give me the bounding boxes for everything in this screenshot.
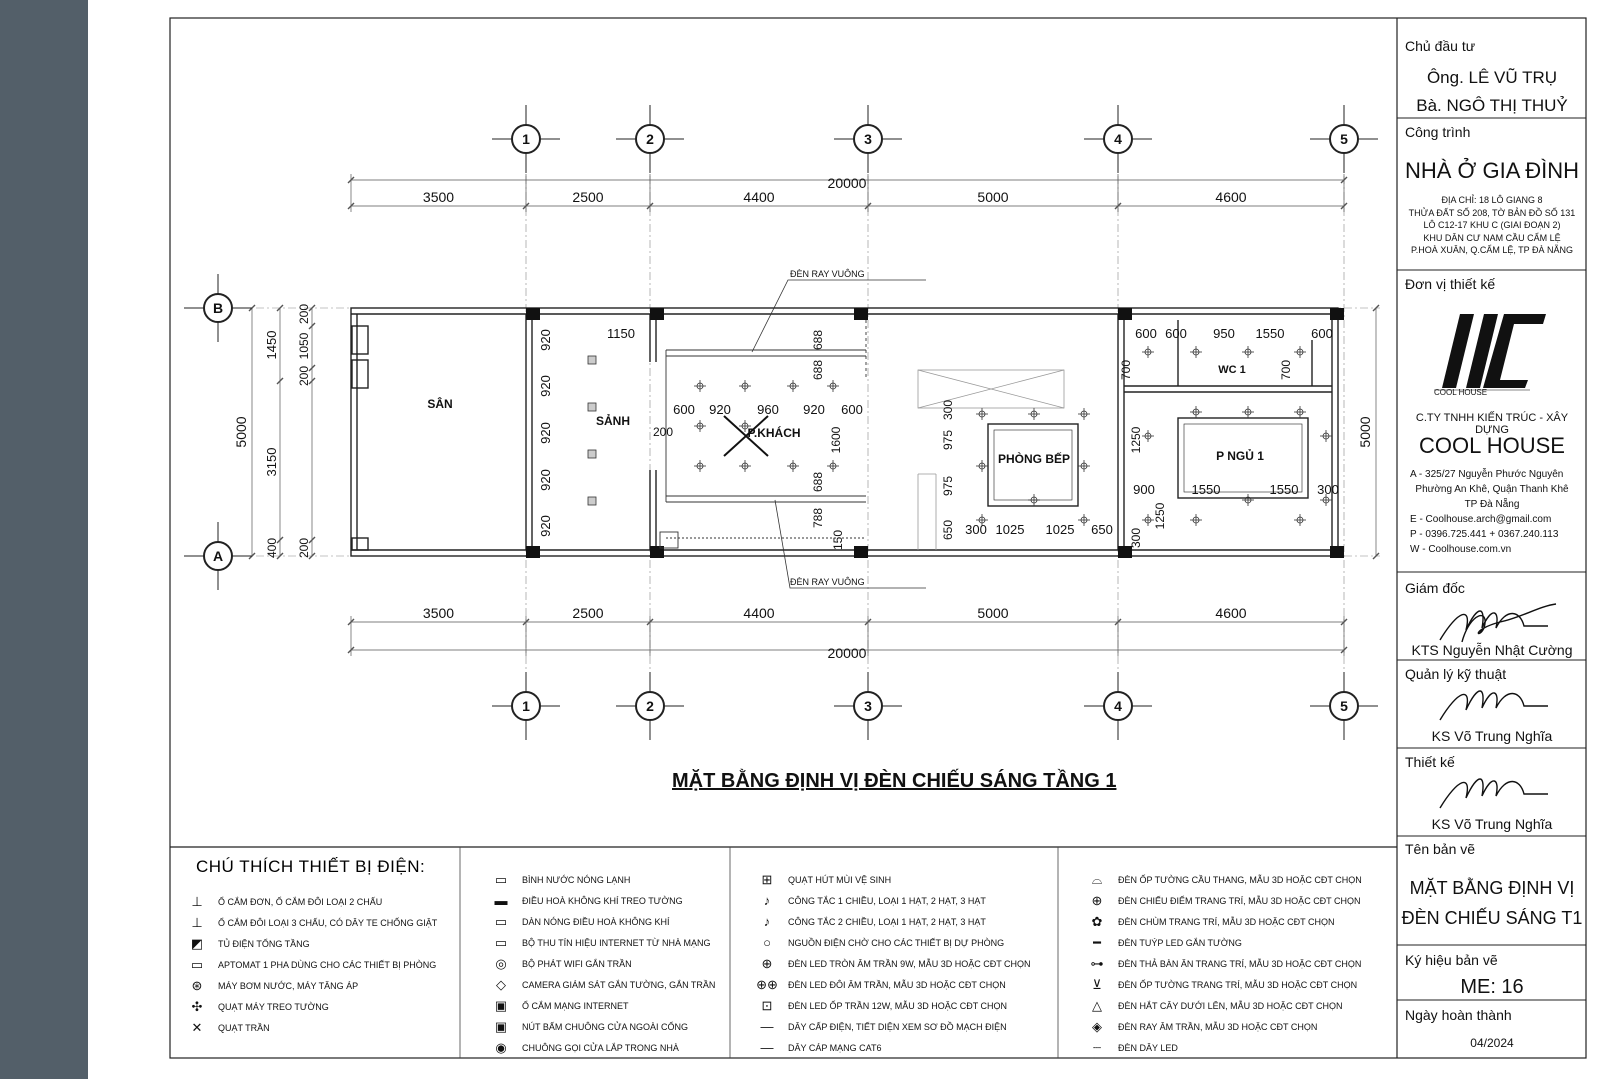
dim-label: 920 bbox=[538, 375, 553, 397]
ceiling-spot-light bbox=[1190, 346, 1202, 358]
legend-symbol-icon: ✣ bbox=[191, 999, 203, 1014]
span-dimension: 4600 bbox=[1215, 189, 1247, 205]
company-name: COOL HOUSE bbox=[1419, 433, 1565, 458]
dim-label: 688 bbox=[811, 329, 825, 351]
grid-label: 4 bbox=[1114, 131, 1122, 147]
dim-label: 600 bbox=[1135, 326, 1157, 341]
legend-item: ĐÈN LED ĐÔI ÂM TRẦN, MẪU 3D HOẶC CĐT CHỌN bbox=[788, 980, 1006, 990]
grid-label: 2 bbox=[646, 131, 654, 147]
ceiling-spot-light bbox=[1028, 494, 1040, 506]
legend-item: BỘ THU TÍN HIỆU INTERNET TỪ NHÀ MẠNG bbox=[522, 938, 711, 948]
ceiling-spot-light bbox=[787, 380, 799, 392]
legend-symbol-icon: ▭ bbox=[494, 914, 508, 929]
legend-symbol-icon: ◈ bbox=[1092, 1019, 1102, 1034]
legend-symbol-icon: ♪ bbox=[763, 893, 771, 908]
grid-bubble-2 bbox=[616, 672, 684, 740]
legend-symbol-icon: ▭ bbox=[494, 872, 508, 887]
ceiling-spot-light bbox=[976, 460, 988, 472]
span-dimension: 1450 bbox=[264, 330, 279, 360]
dim-label: 1050 bbox=[297, 332, 311, 360]
legend-symbol-icon: ▭ bbox=[190, 957, 204, 972]
legend-symbol-icon: ◇ bbox=[496, 977, 506, 992]
dim-label: 200 bbox=[652, 425, 674, 439]
dim-label: 960 bbox=[757, 402, 779, 417]
logo-text: COOL HOUSE bbox=[1434, 388, 1488, 397]
project-address-line: KHU DÂN CƯ NAM CẦU CẨM LỆ bbox=[1423, 232, 1561, 243]
investor-label: Chủ đầu tư bbox=[1405, 38, 1476, 54]
structural-columns bbox=[526, 308, 1344, 558]
legend-item: QUẠT TRẦN bbox=[218, 1023, 270, 1033]
ceiling-spot-light bbox=[976, 408, 988, 420]
legend-title: CHÚ THÍCH THIẾT BỊ ĐIỆN: bbox=[196, 857, 426, 876]
project-address-line: P.HOÀ XUÂN, Q.CẨM LỆ, TP ĐÀ NẴNG bbox=[1410, 245, 1574, 255]
dim-label: 200 bbox=[297, 303, 311, 325]
grid-label: 2 bbox=[646, 698, 654, 714]
legend-item: ĐÈN LED ỐP TRẦN 12W, MẪU 3D HOẶC CĐT CHỌN bbox=[788, 1001, 1008, 1011]
legend-symbol-icon: ⊞ bbox=[761, 872, 773, 887]
room-label: P.KHÁCH bbox=[747, 426, 801, 440]
legend-symbol-icon: ✕ bbox=[191, 1020, 203, 1035]
dim-label: 200 bbox=[297, 537, 311, 559]
tech-label: Quản lý kỹ thuật bbox=[1405, 666, 1507, 682]
director-name: KTS Nguyễn Nhật Cường bbox=[1411, 642, 1573, 658]
legend-symbol-icon: ⊛ bbox=[191, 978, 203, 993]
project-label: Công trình bbox=[1405, 124, 1471, 140]
grid-bubble-5 bbox=[1310, 105, 1378, 173]
span-dimension: 2500 bbox=[572, 605, 604, 621]
ceiling-spot-light bbox=[739, 460, 751, 472]
legend-item: CAMERA GIÁM SÁT GẮN TƯỜNG, GẮN TRẦN bbox=[522, 980, 716, 990]
dim-label: 788 bbox=[811, 507, 825, 529]
legend-symbol-icon: — bbox=[760, 1019, 774, 1034]
ceiling-spot-light bbox=[694, 380, 706, 392]
legend-item: DÂY CẤP ĐIỆN, TIẾT DIỆN XEM SƠ ĐỒ MẠCH ĐIỆN bbox=[788, 1022, 1007, 1032]
grid-label: 1 bbox=[522, 698, 530, 714]
dim-label: 900 bbox=[1133, 482, 1155, 497]
legend-item: Ổ CẮM ĐÔI LOẠI 3 CHẤU, CÓ DÂY TE CHỐNG GIẬT bbox=[218, 918, 438, 928]
ceiling-spot-light bbox=[1142, 346, 1154, 358]
span-dimension: 3500 bbox=[422, 605, 455, 621]
design-label: Thiết kế bbox=[1405, 754, 1455, 770]
legend-item: ĐÈN ỐP TƯỜNG TRANG TRÍ, MẪU 3D HOẶC CĐT CHỌN bbox=[1118, 980, 1358, 990]
grid-bubble-4 bbox=[1084, 105, 1152, 173]
callout-label: ĐÈN RAY VUÔNG bbox=[790, 577, 865, 587]
dim-label: 688 bbox=[811, 359, 825, 381]
sheet-name-label: Tên bản vẽ bbox=[1405, 841, 1476, 857]
dim-label: 1600 bbox=[829, 426, 843, 454]
grid-label: 4 bbox=[1114, 698, 1122, 714]
dim-label: 920 bbox=[538, 469, 553, 491]
drawing-sheet bbox=[88, 0, 1600, 1079]
dim-label: 300 bbox=[1129, 527, 1143, 549]
span-dimension: 5000 bbox=[977, 189, 1009, 205]
ceiling-spot-light bbox=[787, 460, 799, 472]
span-dimension: 4400 bbox=[743, 189, 775, 205]
legend-symbol-icon: ⊕ bbox=[1091, 893, 1103, 908]
ceiling-spot-light bbox=[1078, 514, 1090, 526]
legend-symbol-icon: ▣ bbox=[494, 998, 508, 1013]
dim-label: 650 bbox=[941, 519, 955, 541]
dim-label: 300 bbox=[965, 522, 987, 537]
dim-label: 600 bbox=[841, 402, 863, 417]
sheet-code: ME: 16 bbox=[1460, 976, 1524, 998]
legend-symbol-icon: ▬ bbox=[494, 893, 508, 908]
dim-label: 1550 bbox=[1191, 482, 1221, 497]
grid-bubble-3 bbox=[834, 672, 902, 740]
grid-label: 5 bbox=[1340, 131, 1348, 147]
legend-item: ĐÈN ỐP TƯỜNG CẦU THANG, MẪU 3D HOẶC CĐT CHỌN bbox=[1118, 875, 1362, 885]
dim-label: 920 bbox=[538, 515, 553, 537]
legend-item: ĐÈN RAY ÂM TRẦN, MẪU 3D HOẶC CĐT CHỌN bbox=[1118, 1022, 1318, 1032]
dim-label: 975 bbox=[941, 429, 955, 451]
dim-label: 600 bbox=[1311, 326, 1333, 341]
legend-symbol-icon: ○ bbox=[763, 935, 771, 950]
project-address-line: LÔ C12-17 KHU C (GIAI ĐOẠN 2) bbox=[1423, 220, 1561, 230]
legend-item: BÌNH NƯỚC NÓNG LẠNH bbox=[522, 875, 631, 885]
span-dimension: 3150 bbox=[264, 447, 279, 477]
dim-label: 650 bbox=[1091, 522, 1113, 537]
ceiling-spot-light bbox=[1294, 514, 1306, 526]
company-line: C.TY TNHH KIẾN TRÚC - XÂY DỰNG bbox=[1415, 412, 1569, 436]
total-dimension: 5000 bbox=[1357, 416, 1373, 448]
legend-symbol-icon: ⊕ bbox=[761, 956, 773, 971]
investor-name: Ông. LÊ VŨ TRỤ bbox=[1426, 68, 1558, 87]
span-dimension: 400 bbox=[265, 537, 279, 559]
drawing-title: MẶT BẰNG ĐỊNH VỊ ĐÈN CHIẾU SÁNG TẦNG 1 bbox=[672, 770, 1117, 792]
completion-date: 04/2024 bbox=[1470, 1036, 1514, 1050]
ceiling-spot-light bbox=[827, 380, 839, 392]
dim-label: 1250 bbox=[1129, 426, 1143, 454]
legend-item: NÚT BẤM CHUÔNG CỬA NGOÀI CỔNG bbox=[522, 1022, 689, 1032]
legend-symbol-icon: ⊡ bbox=[761, 998, 773, 1013]
dim-label: 300 bbox=[1317, 482, 1339, 497]
room-label: P NGỦ 1 bbox=[1216, 449, 1264, 463]
grid-bubble-4 bbox=[1084, 672, 1152, 740]
total-dimension: 20000 bbox=[827, 645, 867, 661]
total-dimension: 20000 bbox=[827, 175, 867, 191]
room-label: SẢNH bbox=[595, 414, 631, 428]
legend-symbol-icon: ⊕⊕ bbox=[756, 977, 778, 992]
legend-item: TỦ ĐIỆN TỔNG TẦNG bbox=[218, 939, 310, 949]
ceiling-spot-light bbox=[1242, 494, 1254, 506]
dim-label: 920 bbox=[538, 422, 553, 444]
ceiling-spot-light bbox=[694, 420, 706, 432]
design-name: KS Võ Trung Nghĩa bbox=[1431, 816, 1553, 832]
legend-symbol-icon: ✿ bbox=[1091, 914, 1103, 929]
designer-label: Đơn vị thiết kế bbox=[1405, 276, 1496, 292]
ceiling-spot-light bbox=[1242, 406, 1254, 418]
legend-item: ĐÈN TUÝP LED GẮN TƯỜNG bbox=[1118, 938, 1242, 948]
dim-label: 688 bbox=[811, 471, 825, 493]
dim-label: 920 bbox=[709, 402, 731, 417]
grid-label: 3 bbox=[864, 698, 872, 714]
ceiling-spot-light bbox=[1190, 406, 1202, 418]
ceiling-spot-light bbox=[694, 460, 706, 472]
legend-item: CÔNG TẮC 2 CHIỀU, LOẠI 1 HẠT, 2 HẠT, 3 HẠT bbox=[788, 917, 986, 927]
director-label: Giám đốc bbox=[1405, 580, 1465, 596]
legend-symbol-icon: ◎ bbox=[495, 956, 507, 971]
dim-label: 700 bbox=[1279, 359, 1293, 381]
ceiling-spot-light bbox=[1142, 430, 1154, 442]
dim-label: 1025 bbox=[1045, 522, 1075, 537]
span-dimension: 4600 bbox=[1215, 605, 1247, 621]
dim-label: 950 bbox=[1213, 326, 1235, 341]
legend-item: ĐÈN CHÙM TRANG TRÍ, MẪU 3D HOẶC CĐT CHỌN bbox=[1118, 917, 1335, 927]
company-contact-line: P - 0396.725.441 + 0367.240.113 bbox=[1410, 529, 1559, 540]
span-dimension: 3500 bbox=[422, 189, 455, 205]
ceiling-spot-light bbox=[1320, 430, 1332, 442]
dim-label: 700 bbox=[1119, 359, 1133, 381]
ceiling-spot-light bbox=[1242, 346, 1254, 358]
legend-item: CÔNG TẮC 1 CHIỀU, LOẠI 1 HẠT, 2 HẠT, 3 HẠT bbox=[788, 896, 986, 906]
callout-label: ĐÈN RAY VUÔNG bbox=[790, 269, 865, 279]
sheet-name: MẶT BẰNG ĐỊNH VỊ bbox=[1409, 878, 1575, 898]
ceiling-spot-light bbox=[1028, 408, 1040, 420]
legend-item: QUẠT HÚT MÙI VỆ SINH bbox=[788, 875, 892, 885]
grid-label: A bbox=[212, 548, 224, 564]
dim-label: 1550 bbox=[1255, 326, 1285, 341]
ceiling-spot-light bbox=[1190, 514, 1202, 526]
grid-bubble-3 bbox=[834, 105, 902, 173]
building-walls bbox=[351, 308, 1338, 556]
ceiling-spot-light bbox=[1294, 406, 1306, 418]
date-label: Ngày hoàn thành bbox=[1405, 1007, 1512, 1023]
grid-bubble-1 bbox=[492, 672, 560, 740]
legend-symbol-icon: ▣ bbox=[494, 1019, 508, 1034]
legend-item: BỘ PHÁT WIFI GẮN TRẦN bbox=[522, 959, 632, 969]
legend-item: ĐÈN CHIẾU ĐIỂM TRANG TRÍ, MẪU 3D HOẶC CĐT CHỌN bbox=[1118, 896, 1361, 906]
dim-label: 920 bbox=[538, 329, 553, 351]
dim-label: 1150 bbox=[607, 326, 635, 341]
legend-item: NGUỒN ĐIỆN CHỜ CHO CÁC THIẾT BỊ DỰ PHÒNG bbox=[788, 938, 1005, 948]
project-address-line: ĐỊA CHỈ: 18 LÔ GIANG 8 bbox=[1441, 195, 1543, 205]
legend-item: ĐÈN THẢ BÀN ĂN TRANG TRÍ, MẪU 3D HOẶC CĐT CHỌN bbox=[1118, 959, 1362, 969]
legend-symbol-icon: — bbox=[760, 1040, 774, 1055]
investor-name: Bà. NGÔ THỊ THUỶ bbox=[1416, 96, 1568, 115]
legend-item: DÂY CÁP MẠNG CAT6 bbox=[788, 1043, 882, 1053]
dim-label: 600 bbox=[673, 402, 695, 417]
grid-label: B bbox=[212, 300, 224, 316]
legend-symbol-icon: ◩ bbox=[190, 936, 204, 951]
grid-bubble-2 bbox=[616, 105, 684, 173]
room-label: WC 1 bbox=[1218, 364, 1246, 376]
company-contact-line: E - Coolhouse.arch@gmail.com bbox=[1410, 514, 1552, 525]
grid-label: 5 bbox=[1340, 698, 1348, 714]
legend-symbol-icon: ⊥ bbox=[191, 894, 203, 909]
dim-label: 920 bbox=[803, 402, 825, 417]
room-label: PHÒNG BẾP bbox=[997, 452, 1071, 466]
company-contact-line: TP Đà Nẵng bbox=[1464, 499, 1520, 510]
dim-label: 150 bbox=[831, 529, 845, 551]
total-dimension: 5000 bbox=[233, 416, 249, 448]
legend-item: ĐÈN LED TRÒN ÂM TRẦN 9W, MẪU 3D HOẶC CĐT CHỌN bbox=[788, 959, 1031, 969]
legend-symbol-icon: ♪ bbox=[763, 914, 771, 929]
legend-item: DÀN NÓNG ĐIỀU HOÀ KHÔNG KHÍ bbox=[522, 917, 670, 927]
legend-symbol-icon: ⊻ bbox=[1092, 977, 1102, 992]
grid-label: 3 bbox=[864, 131, 872, 147]
legend-symbol-icon: △ bbox=[1092, 998, 1102, 1013]
legend-symbol-icon: ━ bbox=[1093, 935, 1101, 950]
grid-bubble-5 bbox=[1310, 672, 1378, 740]
legend-item: Ổ CẮM MẠNG INTERNET bbox=[522, 1001, 629, 1011]
dim-label: 200 bbox=[297, 365, 311, 387]
legend-symbol-icon: ▭ bbox=[494, 935, 508, 950]
ceiling-spot-light bbox=[1294, 346, 1306, 358]
legend-symbol-icon: ⌓ bbox=[1091, 872, 1103, 887]
company-contact-line: Phường An Khê, Quận Thanh Khê bbox=[1415, 484, 1569, 495]
dim-label: 1550 bbox=[1269, 482, 1299, 497]
span-dimension: 2500 bbox=[572, 189, 604, 205]
ceiling-spot-light bbox=[739, 380, 751, 392]
ceiling-spot-light bbox=[1078, 408, 1090, 420]
signatures bbox=[1440, 604, 1556, 808]
dim-label: 975 bbox=[941, 475, 955, 497]
legend-item: CHUÔNG GỌI CỬA LẮP TRONG NHÀ bbox=[522, 1043, 679, 1053]
dim-label: 600 bbox=[1165, 326, 1187, 341]
grid-label: 1 bbox=[522, 131, 530, 147]
sheet-name: ĐÈN CHIẾU SÁNG T1 bbox=[1401, 908, 1583, 928]
legend-item: MÁY BƠM NƯỚC, MÁY TĂNG ÁP bbox=[218, 981, 359, 991]
legend-symbol-icon: ◉ bbox=[495, 1040, 507, 1055]
grid-bubble-B bbox=[184, 274, 252, 342]
dim-label: 1250 bbox=[1153, 502, 1167, 530]
company-contact-line: A - 325/27 Nguyễn Phước Nguyên bbox=[1410, 469, 1564, 480]
project-address-line: THỬA ĐẤT SỐ 208, TỜ BẢN ĐỒ SỐ 131 bbox=[1408, 207, 1576, 218]
tech-name: KS Võ Trung Nghĩa bbox=[1431, 728, 1553, 744]
span-dimension: 4400 bbox=[743, 605, 775, 621]
hall-light-boxes bbox=[588, 356, 596, 505]
room-label: SÂN bbox=[427, 397, 453, 411]
ceiling-spot-light bbox=[827, 460, 839, 472]
dim-label: 1025 bbox=[995, 522, 1025, 537]
dim-label: 300 bbox=[941, 399, 955, 421]
legend-item: APTOMAT 1 PHA DÙNG CHO CÁC THIẾT BỊ PHÒNG bbox=[218, 960, 437, 970]
project-name: NHÀ Ở GIA ĐÌNH bbox=[1404, 158, 1580, 183]
grid-bubble-A bbox=[184, 522, 252, 590]
legend-item: ĐÈN DÂY LED bbox=[1118, 1043, 1178, 1053]
span-dimension: 5000 bbox=[977, 605, 1009, 621]
grid-bubble-1 bbox=[492, 105, 560, 173]
legend-item: Ổ CẮM ĐƠN, Ổ CẮM ĐÔI LOẠI 2 CHẤU bbox=[218, 897, 383, 907]
legend-symbol-icon: ⊶ bbox=[1090, 956, 1104, 971]
legend-symbol-icon: ┈ bbox=[1093, 1040, 1101, 1055]
cool-house-logo bbox=[1442, 314, 1546, 388]
legend-item: QUẠT MÁY TREO TƯỜNG bbox=[218, 1002, 329, 1012]
company-contact-line: W - Coolhouse.com.vn bbox=[1410, 544, 1512, 555]
legend-item: ĐÈN HẮT CÂY DƯỚI LÊN, MẪU 3D HOẶC CĐT CHỌN bbox=[1118, 1001, 1343, 1011]
legend-symbol-icon: ⊥ bbox=[191, 915, 203, 930]
legend-item: ĐIỀU HOÀ KHÔNG KHÍ TREO TƯỜNG bbox=[522, 896, 683, 906]
sheet-code-label: Ký hiệu bản vẽ bbox=[1405, 952, 1498, 968]
ceiling-spot-light bbox=[1078, 460, 1090, 472]
